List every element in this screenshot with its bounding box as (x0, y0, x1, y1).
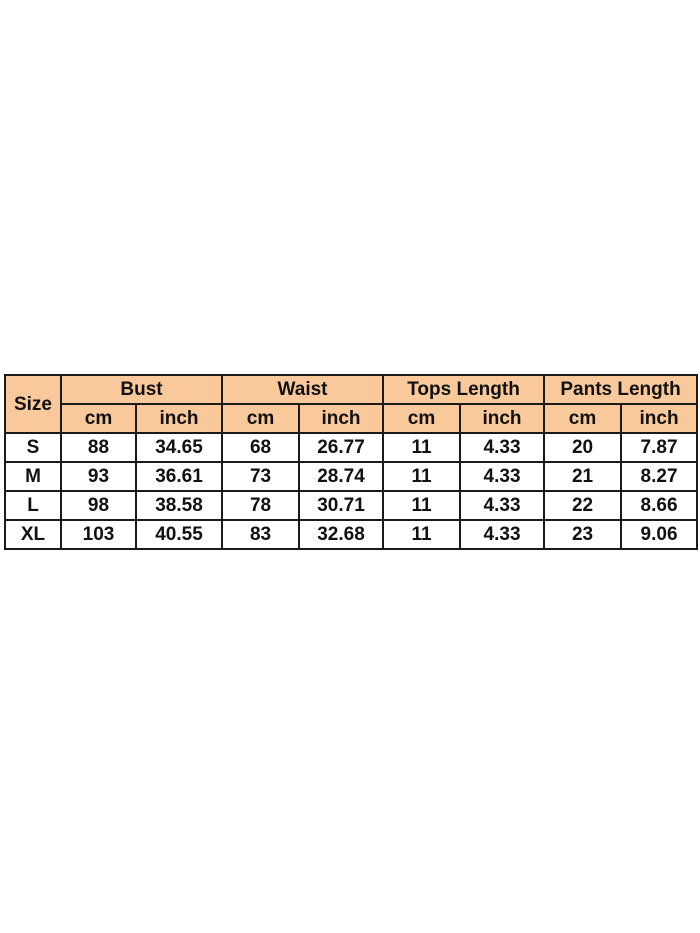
table-cell: 83 (222, 520, 299, 549)
table-cell: 30.71 (299, 491, 383, 520)
size-cell: XL (5, 520, 61, 549)
size-cell: S (5, 433, 61, 462)
size-cell: L (5, 491, 61, 520)
table-cell: 28.74 (299, 462, 383, 491)
table-cell: 68 (222, 433, 299, 462)
table-cell: 7.87 (621, 433, 697, 462)
tops-length-header: Tops Length (383, 375, 544, 404)
unit-header: cm (61, 404, 136, 433)
table-cell: 22 (544, 491, 621, 520)
unit-header: inch (299, 404, 383, 433)
table-row (5, 462, 697, 491)
table-cell: 11 (383, 433, 460, 462)
unit-header-row (5, 404, 697, 433)
table-cell: 8.27 (621, 462, 697, 491)
size-table (4, 374, 698, 550)
table-cell: 11 (383, 462, 460, 491)
unit-header: cm (544, 404, 621, 433)
table-cell: 23 (544, 520, 621, 549)
table-cell: 4.33 (460, 433, 544, 462)
table-cell: 98 (61, 491, 136, 520)
table-cell: 40.55 (136, 520, 222, 549)
table-cell: 88 (61, 433, 136, 462)
table-row (5, 520, 697, 549)
table-cell: 20 (544, 433, 621, 462)
unit-header: cm (222, 404, 299, 433)
unit-header: inch (621, 404, 697, 433)
unit-header: inch (136, 404, 222, 433)
table-cell: 21 (544, 462, 621, 491)
table-cell: 4.33 (460, 520, 544, 549)
size-cell: M (5, 462, 61, 491)
size-column-header: Size (5, 375, 61, 433)
table-cell: 9.06 (621, 520, 697, 549)
table-cell: 38.58 (136, 491, 222, 520)
unit-header: inch (460, 404, 544, 433)
table-cell: 93 (61, 462, 136, 491)
table-cell: 11 (383, 491, 460, 520)
table-cell: 36.61 (136, 462, 222, 491)
pants-length-header: Pants Length (544, 375, 697, 404)
size-chart (4, 374, 696, 550)
bust-header: Bust (61, 375, 222, 404)
table-row (5, 433, 697, 462)
table-cell: 78 (222, 491, 299, 520)
table-cell: 11 (383, 520, 460, 549)
table-cell: 34.65 (136, 433, 222, 462)
waist-header: Waist (222, 375, 383, 404)
table-cell: 32.68 (299, 520, 383, 549)
table-cell: 73 (222, 462, 299, 491)
table-cell: 103 (61, 520, 136, 549)
table-cell: 26.77 (299, 433, 383, 462)
group-header-row (5, 375, 697, 404)
table-cell: 8.66 (621, 491, 697, 520)
unit-header: cm (383, 404, 460, 433)
table-cell: 4.33 (460, 462, 544, 491)
table-row (5, 491, 697, 520)
table-cell: 4.33 (460, 491, 544, 520)
